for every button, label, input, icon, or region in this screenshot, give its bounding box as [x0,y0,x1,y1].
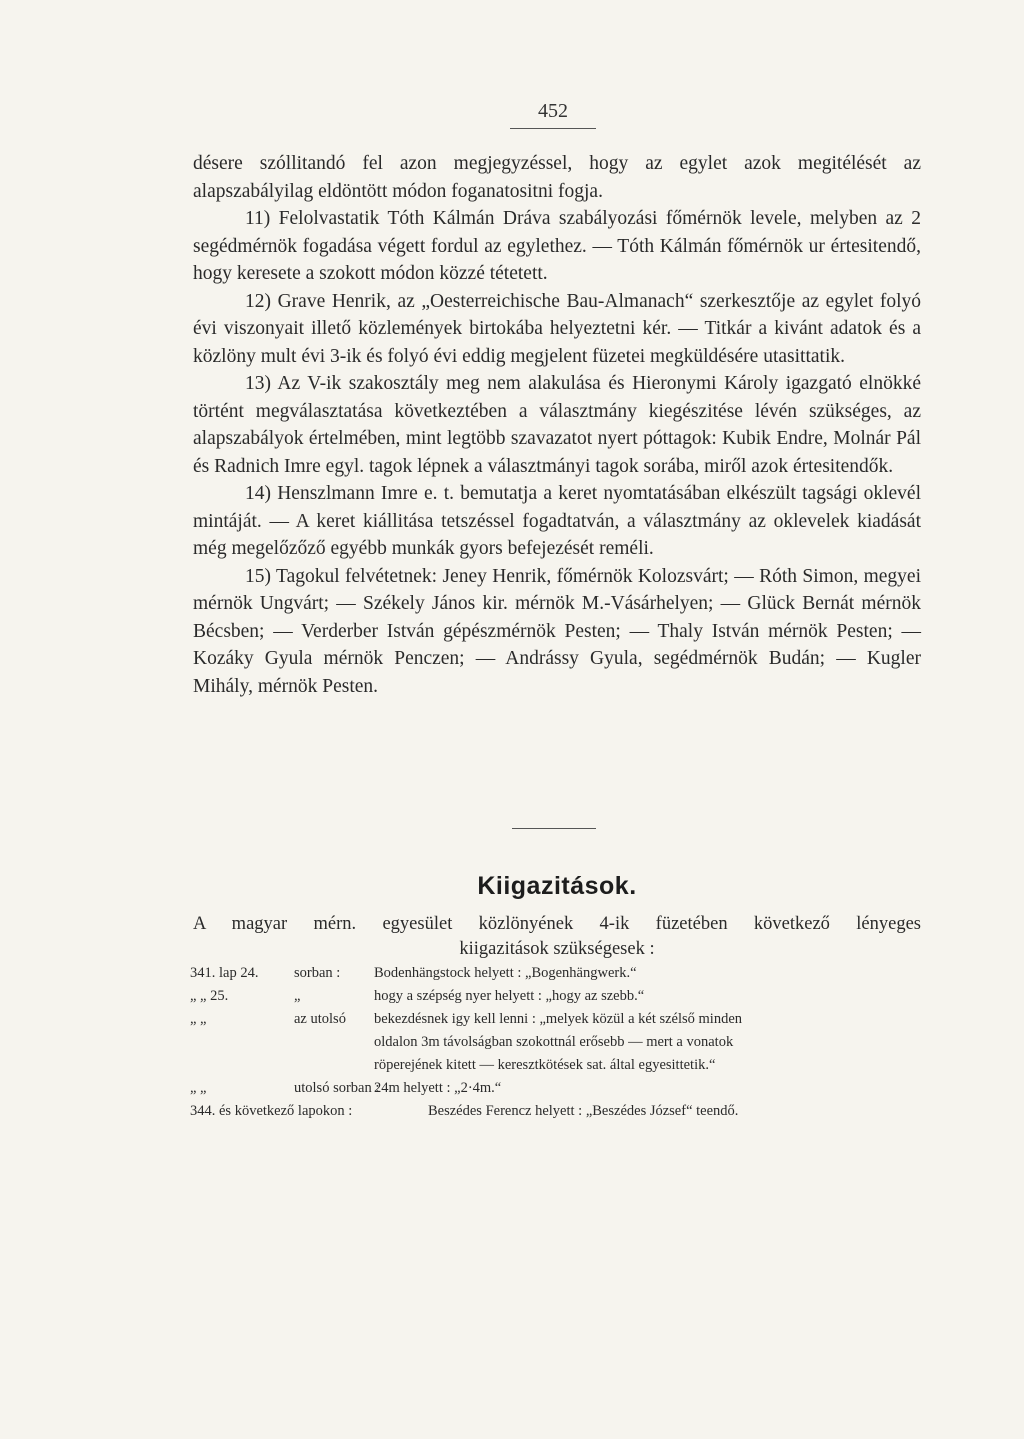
correction-row [190,1008,925,1031]
correction-text: 24m helyett : „2·4m.“ [374,1080,502,1096]
correction-continuation [190,1031,925,1054]
paragraph: 11) Felolvastatik Tóth Kálmán Dráva szabályozási főmérnök levele, melyben az 2 segédmérnök fogadása végett fordul az egylethez. — Tóth Kálmán főmérnök ur értesitendő, hogy keresete a szokott módon közzé tétetett. [193,208,921,284]
page-number-rule [510,128,596,129]
section-divider [512,828,596,829]
correction-row [190,1077,925,1100]
correction-page-ref: 344. és következő lapokon : [190,1103,353,1119]
correction-text: oldalon 3m távolságban szokottnál erősebb — mert a vonatok [374,1034,734,1050]
page-number: 452 [538,100,568,122]
correction-row [190,1100,925,1123]
correction-page-ref: 341. lap 24. [190,965,259,981]
correction-text: bekezdésnek igy kell lenni : „melyek közül a két szélső minden [374,1011,743,1027]
correction-row [190,985,925,1008]
corrections-intro-line: kiigazitások szükségesek : [459,939,655,959]
correction-page-ref: „ „ 25. [190,988,229,1004]
paragraph: 13) Az V-ik szakosztály meg nem alakulása és Hieronymi Károly igazgató elnökké történt megválasztatása következtében a választmány kiegészitése lévén szükséges, az alapszabályok értelmében, mint legtöbb szavazatot nyert póttagok: Kubik Endre, Molnár Pál és Radnich Imre egyl. tagok lépnek a választmányi tagok sorába, miről azok értesitendők. [193,373,921,477]
correction-line-ref: az utolsó [294,1011,346,1027]
correction-continuation [190,1054,925,1077]
correction-line-ref: „ [294,988,301,1004]
corrections-intro [193,912,921,962]
body-text [193,150,921,700]
paragraph: 12) Grave Henrik, az „Oesterreichische Bau-Almanach“ szerkesztője az egylet folyó évi viszonyait illető közlemények birtokába helyeztetni kér. — Titkár a kivánt adatok és a közlöny mult évi 3-ik és folyó évi eddig megjelent füzetei megküldésére utasittatik. [193,290,921,367]
paragraph: désere szóllitandó fel azon megjegyzéssel, hogy az egylet azok megitélését az alapszabályilag eldöntött módon foganatositni fogja. [193,153,921,202]
corrections-intro-line: A magyar mérn. egyesület közlönyének 4-ik füzetében következő lényeges [193,914,921,934]
correction-page-ref: „ „ [190,1011,207,1027]
correction-text: röperejének kitett — keresztkötések sat. által egyesittetik.“ [374,1057,716,1073]
paragraph: 14) Henszlmann Imre e. t. bemutatja a keret nyomtatásában elkészült tagsági oklevél mintáját. — A keret kiállitása tetszéssel fogadtatván, a választmány az oklevelek kiadását még megelőzőző egyébb munkák gyors befejezését reméli. [193,483,921,559]
correction-text: hogy a szépség nyer helyett : „hogy az szebb.“ [374,988,645,1004]
correction-text: Beszédes Ferencz helyett : „Beszédes József“ teendő. [428,1103,739,1119]
correction-line-ref: sorban : [294,965,341,981]
correction-text: Bodenhängstock helyett : „Bogenhängwerk.“ [374,965,637,981]
correction-line-ref: utolsó sorban : [294,1080,380,1096]
corrections-title: Kiigazitások. [477,872,637,900]
correction-page-ref: „ „ [190,1080,207,1096]
corrections-list [190,962,925,1123]
paragraph: 15) Tagokul felvétetnek: Jeney Henrik, főmérnök Kolozsvárt; — Róth Simon, megyei mérnök Ungvárt; — Székely János kir. mérnök M.-Vásárhelyen; — Glück Bernát mérnök Bécsben; — Verderber István gépészmérnök Pesten; — Thaly István mérnök Pesten; — Kozáky Gyula mérnök Penczen; — Andrássy Gyula, segédmérnök Budán; — Kugler Mihály, mérnök Pesten. [193,565,921,697]
correction-row [190,962,925,985]
